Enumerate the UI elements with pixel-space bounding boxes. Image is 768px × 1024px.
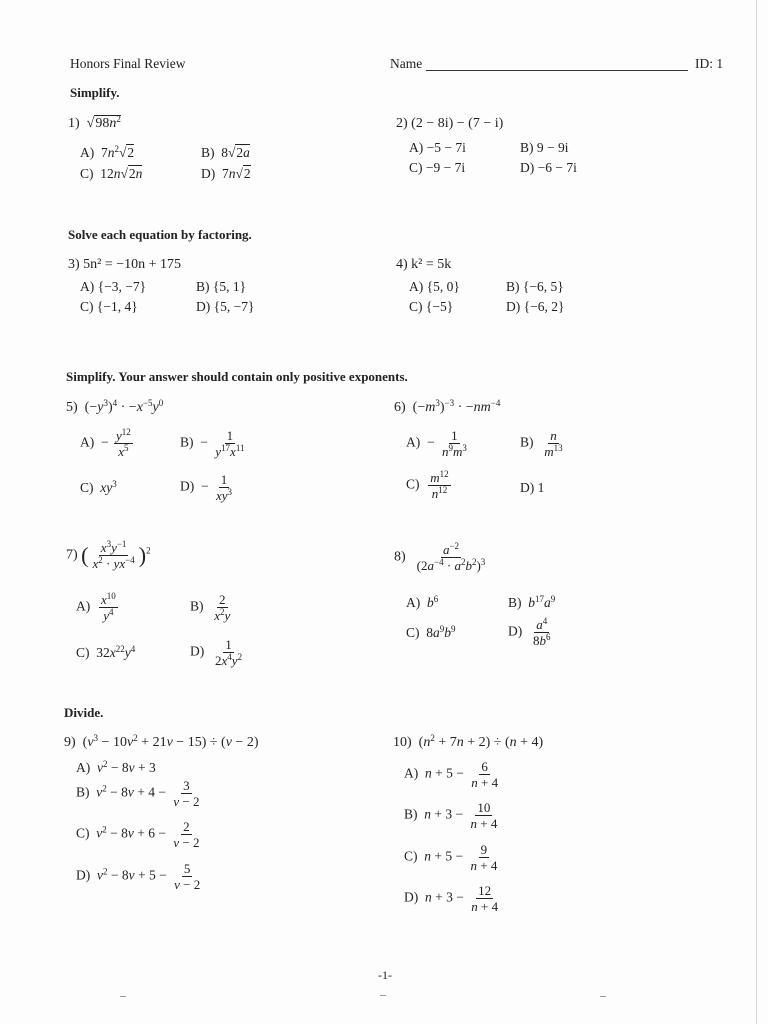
p8-option-b: B) $b^{17}a^9$ [508,594,556,610]
p8-option-a: A) $b^6$ [406,594,439,610]
page-number: -1- [378,968,392,982]
problem-3: 3) 5n² = −10n + 175 [68,257,182,272]
p9-option-a: A) $v^2 - 8v + 3$ [76,759,156,775]
p1-option-a: A) $7n^2√2$ [80,144,135,160]
section-heading-factoring: Solve each equation by factoring. [68,227,252,242]
p6-option-a: A) − $\frac{1}{n^9m^3}$ [406,428,467,459]
problem-4: 4) k² = 5k [396,257,452,272]
p7-option-d: D) $\frac{1}{2x^4y^2}$ [190,637,243,668]
p7-option-b: B) $\frac{2}{x^2y}$ [190,592,231,623]
problem-8: 8) $\frac{a^{-2}}{(2a^{-4} \cdot a^2b^2)^3}$ [394,541,486,573]
problem-5: 5) $(-y^3)^4 \cdot -x^{-5}y^0$ [66,398,164,415]
p1-option-d: D) 7n√2 [201,166,251,181]
scan-mark [380,995,386,996]
p3-option-a: A) {−3, −7} [80,279,147,294]
p9-option-c: C) $v^2 - 8v + 6$ − $\frac{2}{v - 2}$ [76,819,200,850]
p3-option-c: C) {−1, 4} [80,299,138,314]
worksheet-title: Honors Final Review [70,56,186,71]
p8-option-c: C) $8a^9b^9$ [406,624,456,640]
p8-option-d: D) $\frac{a^4}{8b^6}$ [508,616,551,648]
p6-option-d: D) 1 [520,480,545,495]
section-heading-positive-exponents: Simplify. Your answer should contain only positive exponents. [66,369,408,384]
p1-option-c: C) 12n√2n [80,166,143,181]
problem-10: 10) $(n^2 + 7n + 2) \div (n + 4)$ [393,733,544,750]
p4-option-d: D) {−6, 2} [506,299,565,314]
section-heading-simplify: Simplify. [70,85,120,100]
p7-option-c: C) $32x^{22}y^4$ [76,644,136,660]
scan-mark [120,996,126,997]
problem-6: 6) $(-m^3)^{-3} \cdot -nm^{-4}$ [394,398,501,415]
id-label: ID: 1 [695,56,724,71]
p9-option-b: B) $v^2 - 8v + 4$ − $\frac{3}{v - 2}$ [76,778,200,809]
p2-option-a: A) −5 − 7i [409,140,466,155]
p10-option-c: C) n + 5 − $\frac{9}{n + 4}$ [404,842,498,873]
p4-option-b: B) {−6, 5} [506,279,564,294]
problem-2: 2) (2 − 8i) − (7 − i) [396,116,504,131]
p10-option-b: B) n + 3 − $\frac{10}{n + 4}$ [404,800,498,831]
page-edge [756,0,757,1024]
p5-option-d: D) − $\frac{1}{xy^3}$ [180,472,233,503]
p9-option-d: D) $v^2 - 8v + 5$ − $\frac{5}{v - 2}$ [76,861,201,892]
problem-9: 9) $(v^3 - 10v^2 + 21v - 15) \div (v - 2)$ [64,733,259,750]
problem-1: 1) $√98n^2$ [68,114,121,131]
scan-mark [600,996,606,997]
p3-option-d: D) {5, −7} [196,299,255,314]
p5-option-a: A) − $\frac{y^{12}}{x^5}$ [80,427,131,459]
p3-option-b: B) {5, 1} [196,279,247,294]
p7-option-a: A) $\frac{x^{10}}{y^4}$ [76,591,116,623]
problem-7: 7) ( $\frac{x^3y^{-1}}{x^2 \cdot yx^{-4}}$ )$^2$ [66,539,151,571]
p4-option-a: A) {5, 0} [409,279,460,294]
p10-option-d: D) n + 3 − $\frac{12}{n + 4}$ [404,883,499,914]
name-label: Name [390,56,423,71]
p6-option-b: B) $\frac{n}{m^{13}}$ [520,428,563,459]
section-heading-divide: Divide. [64,705,104,720]
p2-option-d: D) −6 − 7i [520,160,577,175]
p2-option-b: B) 9 − 9i [520,140,569,155]
name-field-line [426,70,688,71]
p4-option-c: C) {−5} [409,299,454,314]
p10-option-a: A) n + 5 − $\frac{6}{n + 4}$ [404,759,499,790]
p1-option-b: B) 8√2a [201,145,250,160]
p6-option-c: C) $\frac{m^{12}}{n^{12}}$ [406,469,449,501]
p5-option-c: C) $xy^3$ [80,479,117,495]
p5-option-b: B) − $\frac{1}{y^{17}x^{11}}$ [180,428,245,459]
p2-option-c: C) −9 − 7i [409,160,466,175]
